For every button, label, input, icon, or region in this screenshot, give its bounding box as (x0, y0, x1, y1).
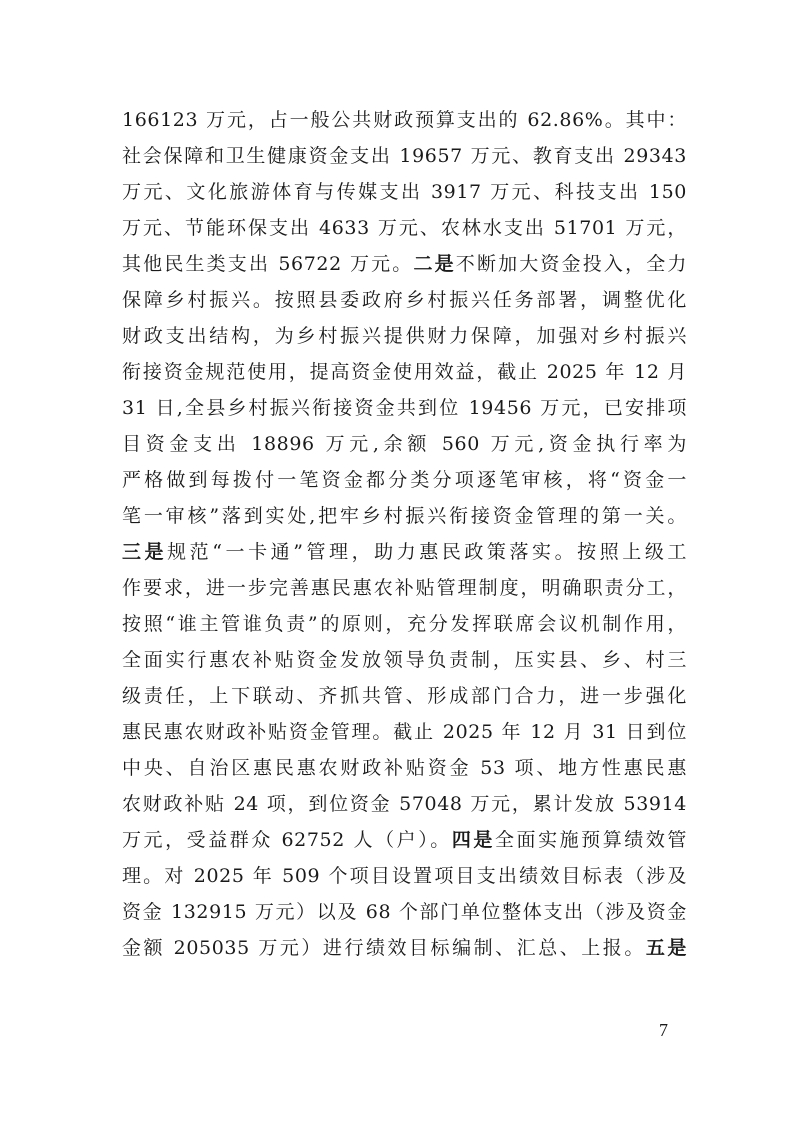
text-segment: 惠民惠农财政补贴资金管理。截止 2025 年 12 月 31 日到位 (122, 721, 687, 743)
text-segment: 万元，受益群众 62752 人（户）。 (122, 829, 452, 851)
text-segment: 农财政补贴 24 项，到位资金 57048 万元，累计发放 53914 (122, 793, 687, 815)
text-segment: 保障乡村振兴。按照县委政府乡村振兴任务部署，调整优化 (122, 289, 687, 311)
bold-heading-marker: 二是 (413, 253, 456, 275)
text-segment: 资金 132915 万元）以及 68 个部门单位整体支出（涉及资金 (122, 901, 687, 923)
text-segment: 金额 205035 万元）进行绩效目标编制、汇总、上报。 (122, 937, 646, 959)
text-line (122, 138, 687, 174)
text-segment: 万元、文化旅游体育与传媒支出 3917 万元、科技支出 150 (122, 181, 687, 203)
text-line (122, 858, 687, 894)
text-line (122, 786, 687, 822)
text-segment: 财政支出结构，为乡村振兴提供财力保障，加强对乡村振兴 (122, 325, 687, 347)
text-segment: 严格做到每拨付一笔资金都分类分项逐笔审核，将“资金一 (122, 469, 687, 491)
text-line (122, 570, 687, 606)
text-line (122, 930, 687, 966)
text-line (122, 498, 687, 534)
text-segment: 全面实施预算绩效管 (494, 829, 687, 851)
text-segment: 笔一审核”落到实处,把牢乡村振兴衔接资金管理的第一关。 (122, 505, 687, 527)
text-line (122, 102, 687, 138)
text-segment: 全面实行惠农补贴资金发放领导负责制，压实县、乡、村三 (122, 649, 687, 671)
text-line (122, 282, 687, 318)
text-segment: 166123 万元，占一般公共财政预算支出的 62.86%。其中： (122, 109, 687, 131)
bold-heading-marker: 三是 (122, 541, 168, 563)
text-segment: 万元、节能环保支出 4633 万元、农林水支出 51701 万元， (122, 217, 687, 239)
text-line (122, 426, 687, 462)
text-line (122, 678, 687, 714)
text-segment: 31 日,全县乡村振兴衔接资金共到位 19456 万元，已安排项 (122, 397, 687, 419)
text-segment: 社会保障和卫生健康资金支出 19657 万元、教育支出 29343 (122, 145, 687, 167)
text-line (122, 606, 687, 642)
text-line (122, 714, 687, 750)
text-segment: 不断加大资金投入，全力 (455, 253, 687, 275)
body-text (122, 102, 687, 966)
text-segment: 级责任，上下联动、齐抓共管、形成部门合力，进一步强化 (122, 685, 687, 707)
text-segment: 作要求，进一步完善惠民惠农补贴管理制度，明确职责分工， (122, 577, 687, 599)
text-line (122, 894, 687, 930)
text-segment: 衔接资金规范使用，提高资金使用效益，截止 2025 年 12 月 (122, 361, 687, 383)
bold-heading-marker: 四是 (451, 829, 495, 851)
page-number: 7 (659, 1020, 668, 1040)
text-segment: 按照“谁主管谁负责”的原则，充分发挥联席会议机制作用， (122, 613, 687, 635)
text-line (122, 750, 687, 786)
text-line (122, 822, 687, 858)
text-line (122, 390, 687, 426)
text-line (122, 246, 687, 282)
bold-heading-marker: 五是 (645, 937, 687, 959)
text-line (122, 318, 687, 354)
text-segment: 规范“一卡通”管理，助力惠民政策落实。按照上级工 (167, 541, 687, 563)
text-segment: 中央、自治区惠民惠农财政补贴资金 53 项、地方性惠民惠 (122, 757, 687, 779)
text-segment: 理。对 2025 年 509 个项目设置项目支出绩效目标表（涉及 (122, 865, 687, 887)
text-line (122, 462, 687, 498)
text-line (122, 354, 687, 390)
text-line (122, 174, 687, 210)
text-segment: 其他民生类支出 56722 万元。 (122, 253, 414, 275)
text-segment: 目资金支出 18896 万元,余额 560 万元,资金执行率为 (122, 433, 687, 455)
text-line (122, 534, 687, 570)
text-line (122, 210, 687, 246)
text-line (122, 642, 687, 678)
